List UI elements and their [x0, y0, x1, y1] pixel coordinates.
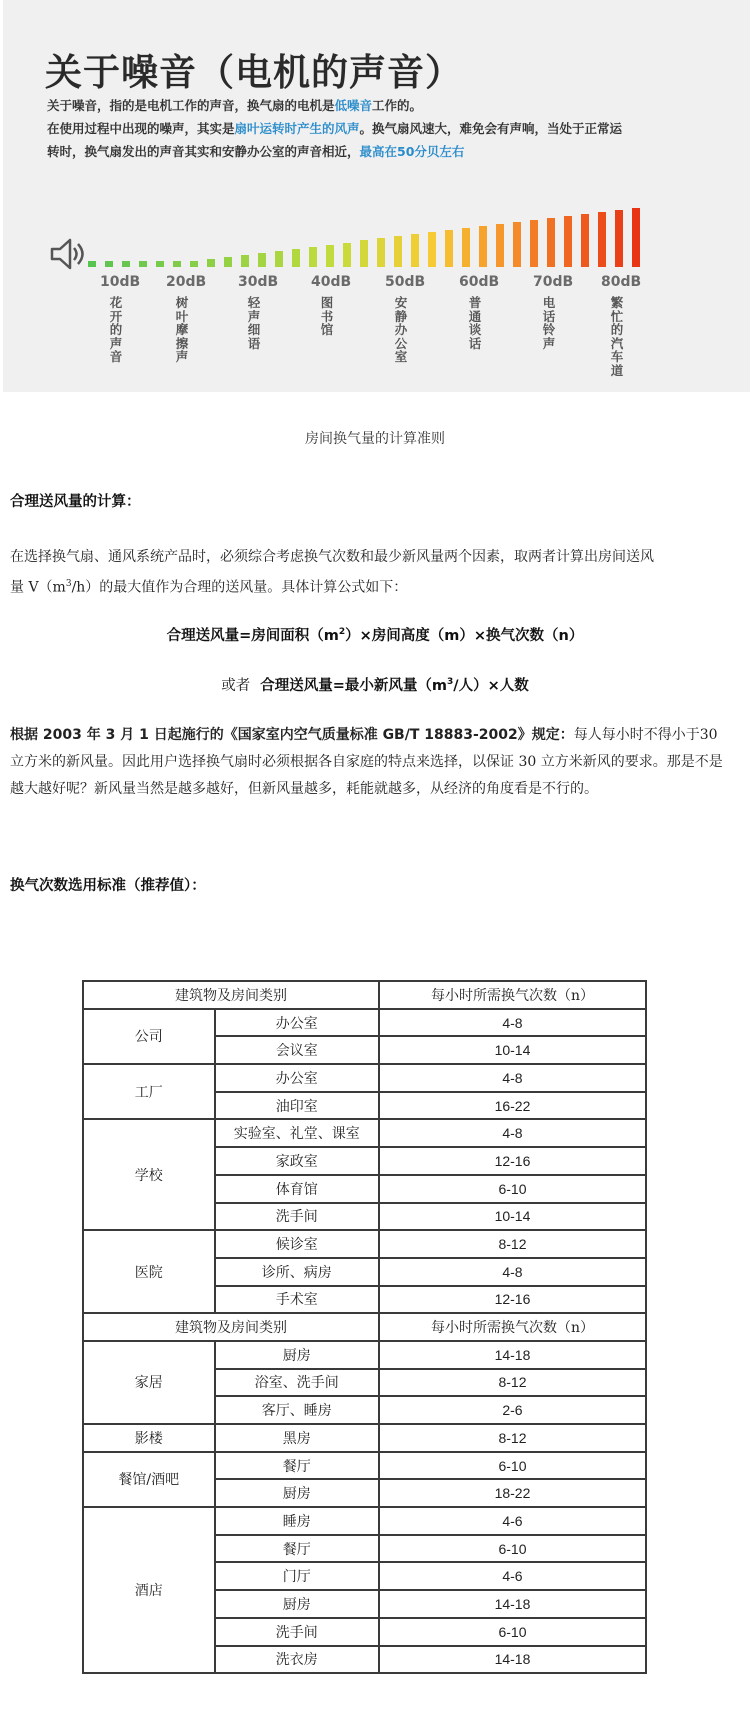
volume-bar — [156, 261, 164, 267]
air-change-rate: 14-18 — [379, 1590, 646, 1618]
room-type: 办公室 — [215, 1009, 379, 1037]
room-type: 黑房 — [215, 1424, 379, 1452]
formula-text: ）×房间高度（m）×换气次数（n） — [345, 628, 584, 644]
banner-title: 关于噪音（电机的声音） — [45, 51, 463, 94]
decibel-example: 花 开 的 声 音 — [109, 295, 123, 364]
paragraph-line: /h）的最大值作为合理的送风量。具体计算公式如下： — [71, 579, 408, 596]
volume-bar — [496, 224, 504, 267]
air-change-rate: 4-8 — [379, 1064, 646, 1092]
decibel-label: 70dB — [533, 274, 574, 290]
room-type: 浴室、洗手间 — [215, 1369, 379, 1397]
decibel-label: 10dB — [100, 274, 141, 290]
decibel-example: 安 静 办 公 室 — [394, 295, 408, 364]
volume-bar — [479, 226, 487, 267]
decibel-label: 50dB — [385, 274, 426, 290]
intro-text: 关于噪音，指的是电机工作的声音，换气扇的电机是 — [47, 98, 335, 113]
air-change-table — [82, 980, 647, 1674]
room-type: 诊所、病房 — [215, 1258, 379, 1286]
air-change-rate: 12-16 — [379, 1147, 646, 1175]
header-category: 建筑物及房间类别 — [83, 981, 379, 1009]
air-change-rate: 14-18 — [379, 1646, 646, 1674]
volume-bar — [632, 208, 640, 267]
table-row — [83, 1507, 646, 1535]
volume-bar — [224, 257, 232, 267]
volume-bar — [564, 216, 572, 267]
room-type: 厨房 — [215, 1590, 379, 1618]
air-change-rate: 8-12 — [379, 1230, 646, 1258]
formula-text: 合理送风量=最小新风量（m — [260, 678, 448, 694]
table-row — [83, 1009, 646, 1037]
decibel-label: 40dB — [311, 274, 352, 290]
decibel-label: 30dB — [238, 274, 279, 290]
air-change-rate: 8-12 — [379, 1369, 646, 1397]
table-row — [83, 1424, 646, 1452]
volume-bar — [445, 230, 453, 267]
volume-bar — [326, 245, 334, 267]
paragraph-line: 在选择换气扇、通风系统产品时，必须综合考虑换气次数和最少新风量两个因素，取两者计算出房间送风 — [10, 549, 654, 565]
table-row — [83, 1230, 646, 1258]
volume-bar — [258, 253, 266, 267]
volume-bar — [139, 261, 147, 267]
volume-bar — [275, 251, 283, 267]
noise-banner — [3, 0, 750, 392]
decibel-example: 繁 忙 的 汽 车 道 — [610, 295, 624, 378]
decibel-example: 树 叶 摩 擦 声 — [175, 295, 189, 364]
room-type: 睡房 — [215, 1507, 379, 1535]
volume-bar — [581, 214, 589, 267]
volume-bar — [122, 261, 130, 267]
volume-bar — [530, 220, 538, 267]
building-category: 影楼 — [83, 1424, 215, 1452]
air-change-rate: 8-12 — [379, 1424, 646, 1452]
air-change-rate: 4-6 — [379, 1507, 646, 1535]
volume-bar — [207, 259, 215, 267]
air-change-rate: 12-16 — [379, 1286, 646, 1314]
standard-paragraph — [10, 722, 730, 803]
room-type: 餐厅 — [215, 1535, 379, 1563]
building-category: 餐馆/酒吧 — [83, 1452, 215, 1507]
banner-intro — [47, 94, 657, 163]
building-category: 学校 — [83, 1119, 215, 1230]
table-row — [83, 1119, 646, 1147]
volume-bar — [241, 255, 249, 267]
table-row — [83, 1341, 646, 1369]
air-change-rate: 2-6 — [379, 1396, 646, 1424]
air-change-rate: 4-8 — [379, 1258, 646, 1286]
table-header-row — [83, 1313, 646, 1341]
volume-bar — [190, 261, 198, 267]
room-type: 候诊室 — [215, 1230, 379, 1258]
formula-lead: 或者 — [221, 678, 251, 694]
volume-bar — [411, 234, 419, 267]
air-change-rate: 6-10 — [379, 1535, 646, 1563]
volume-bar — [309, 247, 317, 267]
intro-highlight: 扇叶运转时产生的风声 — [234, 121, 360, 136]
superscript: 2 — [338, 627, 346, 638]
volume-bar — [547, 218, 555, 267]
building-category: 酒店 — [83, 1507, 215, 1673]
room-type: 客厅、睡房 — [215, 1396, 379, 1424]
decibel-example: 普 通 谈 话 — [468, 295, 482, 351]
room-type: 家政室 — [215, 1147, 379, 1175]
table-row — [83, 1064, 646, 1092]
volume-bar — [462, 228, 470, 267]
superscript: 3 — [447, 677, 454, 688]
header-rate: 每小时所需换气次数（n） — [379, 981, 646, 1009]
air-change-rate: 6-10 — [379, 1618, 646, 1646]
building-category: 家居 — [83, 1341, 215, 1424]
air-change-rate: 4-8 — [379, 1119, 646, 1147]
standard-text: 每人每小时不得小于30 立方米的新风量。因此用户选择换气扇时必须根据各自家庭的特点来选择，以保证 30 立方米新风的要求。那是不是越大越好呢？新风量当然是越多越好，但新风量越多，耗能就越多，从经济的角度看是不行的。 — [10, 727, 723, 797]
decibel-label: 80dB — [601, 274, 642, 290]
section-caption: 房间换气量的计算准则 — [305, 431, 445, 447]
room-type: 餐厅 — [215, 1452, 379, 1480]
header-category: 建筑物及房间类别 — [83, 1313, 379, 1341]
airflow-paragraph — [10, 544, 730, 602]
intro-text: 。换气扇风速大，难免会有声响，当处于正常运 — [359, 121, 623, 136]
section-title-airflow: 合理送风量的计算： — [10, 494, 141, 510]
volume-bar — [173, 261, 181, 267]
room-type: 洗手间 — [215, 1203, 379, 1231]
volume-bar — [394, 236, 402, 267]
volume-bar — [615, 210, 623, 267]
paragraph-line: 量 V（m — [10, 579, 66, 596]
room-type: 会议室 — [215, 1036, 379, 1064]
decibel-example: 轻 声 细 语 — [247, 295, 261, 351]
intro-text: 在使用过程中出现的噪声，其实是 — [47, 121, 235, 136]
formula-text: /人）×人数 — [453, 678, 529, 694]
air-change-rate: 4-6 — [379, 1562, 646, 1590]
room-type: 厨房 — [215, 1341, 379, 1369]
section-title-rates: 换气次数选用标准（推荐值）： — [10, 878, 206, 894]
table-row — [83, 1452, 646, 1480]
volume-bar — [513, 222, 521, 267]
volume-bar — [377, 238, 385, 267]
formula-primary — [0, 624, 750, 645]
room-type: 办公室 — [215, 1064, 379, 1092]
air-change-rate: 16-22 — [379, 1092, 646, 1120]
air-change-rate: 18-22 — [379, 1479, 646, 1507]
air-change-rate: 6-10 — [379, 1452, 646, 1480]
air-change-rate: 6-10 — [379, 1175, 646, 1203]
volume-bar — [360, 240, 368, 267]
decibel-label: 60dB — [459, 274, 500, 290]
intro-text: 转时，换气扇发出的声音其实和安静办公室的声音相近， — [47, 144, 360, 159]
air-change-rate: 4-8 — [379, 1009, 646, 1037]
table-header-row — [83, 981, 646, 1009]
building-category: 公司 — [83, 1009, 215, 1064]
decibel-example: 图 书 馆 — [320, 295, 334, 337]
room-type: 厨房 — [215, 1479, 379, 1507]
air-change-rate: 14-18 — [379, 1341, 646, 1369]
formula-text: 合理送风量=房间面积（m — [166, 628, 339, 644]
room-type: 实验室、礼堂、课室 — [215, 1119, 379, 1147]
volume-bar — [343, 243, 351, 267]
room-type: 门厅 — [215, 1562, 379, 1590]
decibel-example: 电 话 铃 声 — [542, 295, 556, 351]
header-rate: 每小时所需换气次数（n） — [379, 1313, 646, 1341]
room-type: 洗手间 — [215, 1618, 379, 1646]
volume-bar — [105, 261, 113, 267]
standard-reference: 根据 2003 年 3 月 1 日起施行的《国家室内空气质量标准 GB/T 18883-2002》规定： — [10, 727, 574, 743]
decibel-label: 20dB — [166, 274, 207, 290]
air-change-rate: 10-14 — [379, 1203, 646, 1231]
room-type: 油印室 — [215, 1092, 379, 1120]
volume-bar — [598, 212, 606, 267]
formula-alternate — [0, 674, 750, 695]
volume-bar — [88, 261, 96, 267]
intro-highlight: 低噪音 — [334, 98, 373, 113]
room-type: 洗衣房 — [215, 1646, 379, 1674]
volume-bar — [292, 249, 300, 267]
building-category: 工厂 — [83, 1064, 215, 1119]
speaker-icon — [49, 234, 89, 274]
intro-text: 工作的。 — [372, 98, 423, 113]
intro-highlight: 最高在50分贝左右 — [359, 144, 465, 159]
air-change-rate: 10-14 — [379, 1036, 646, 1064]
room-type: 手术室 — [215, 1286, 379, 1314]
volume-bar — [428, 232, 436, 267]
superscript: 3 — [65, 579, 72, 589]
room-type: 体育馆 — [215, 1175, 379, 1203]
building-category: 医院 — [83, 1230, 215, 1313]
